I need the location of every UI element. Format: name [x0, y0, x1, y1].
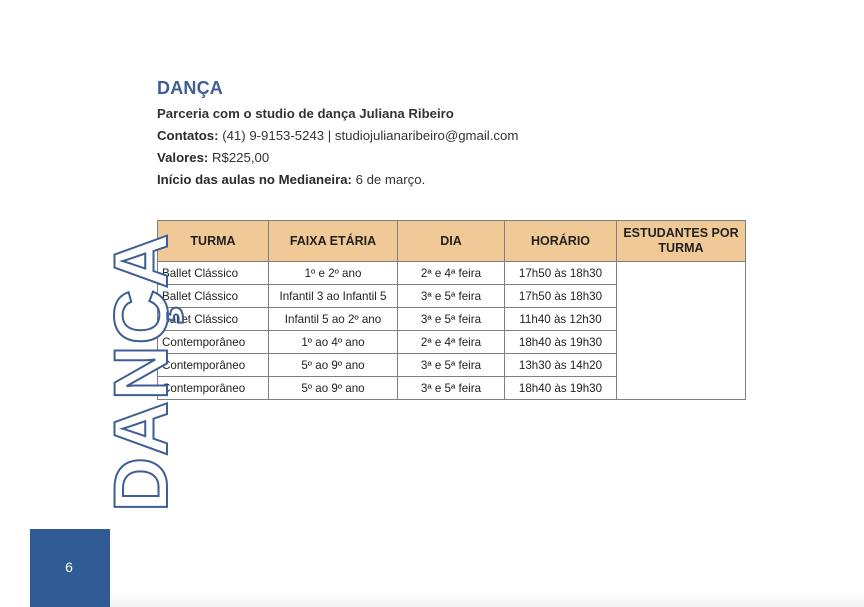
cell-estudantes — [617, 262, 746, 400]
partnership-text: Parceria com o studio de dança Juliana Ribeiro — [157, 106, 454, 121]
cell-turma: Contemporâneo — [158, 377, 269, 400]
cell-turma: Ballet Clássico — [158, 285, 269, 308]
cell-dia: 3ª e 5ª feira — [398, 377, 505, 400]
cell-horario: 11h40 às 12h30 — [505, 308, 617, 331]
cell-turma: Ballet Clássico — [158, 308, 269, 331]
section-title: DANÇA — [157, 78, 223, 98]
table-row — [158, 262, 746, 285]
schedule-table — [157, 220, 746, 400]
cell-dia: 2ª e 4ª feira — [398, 331, 505, 354]
cell-faixa: 5º ao 9º ano — [269, 354, 398, 377]
cell-horario: 17h50 às 18h30 — [505, 285, 617, 308]
cell-dia: 3ª e 5ª feira — [398, 354, 505, 377]
cell-faixa: 1º e 2º ano — [269, 262, 398, 285]
vertical-section-word: DANÇA — [99, 232, 184, 512]
prices-value: R$225,00 — [208, 150, 270, 165]
cell-faixa: Infantil 3 ao Infantil 5 — [269, 285, 398, 308]
page-number: 6 — [65, 559, 73, 575]
header-dia: DIA — [398, 221, 505, 262]
contacts-label: Contatos: — [157, 128, 219, 143]
cell-horario: 18h40 às 19h30 — [505, 331, 617, 354]
cell-dia: 2ª e 4ª feira — [398, 262, 505, 285]
cell-horario: 18h40 às 19h30 — [505, 377, 617, 400]
cell-turma: Ballet Clássico — [158, 262, 269, 285]
start-line — [157, 172, 425, 187]
header-turma: TURMA — [158, 221, 269, 262]
cell-faixa: 1º ao 4º ano — [269, 331, 398, 354]
header-faixa-etaria: FAIXA ETÁRIA — [269, 221, 398, 262]
start-label: Início das aulas no Medianeira: — [157, 172, 352, 187]
table-header-row — [158, 221, 746, 262]
contacts-value: (41) 9-9153-5243 | studiojulianaribeiro@gmail.com — [218, 128, 519, 143]
prices-line — [157, 150, 269, 165]
cell-faixa: Infantil 5 ao 2º ano — [269, 308, 398, 331]
header-estudantes: ESTUDANTES POR TURMA — [617, 221, 746, 262]
cell-turma: Contemporâneo — [158, 354, 269, 377]
header-horario: HORÁRIO — [505, 221, 617, 262]
cell-dia: 3ª e 5ª feira — [398, 285, 505, 308]
page-number-box — [30, 529, 110, 607]
page-bottom-shadow — [110, 592, 864, 607]
start-value: 6 de março. — [351, 172, 426, 187]
cell-dia: 3ª e 5ª feira — [398, 308, 505, 331]
cell-turma: Contemporâneo — [158, 331, 269, 354]
cell-faixa: 5º ao 9º ano — [269, 377, 398, 400]
cell-horario: 13h30 às 14h20 — [505, 354, 617, 377]
prices-label: Valores: — [157, 150, 209, 165]
cell-horario: 17h50 às 18h30 — [505, 262, 617, 285]
contacts-line — [157, 128, 518, 143]
